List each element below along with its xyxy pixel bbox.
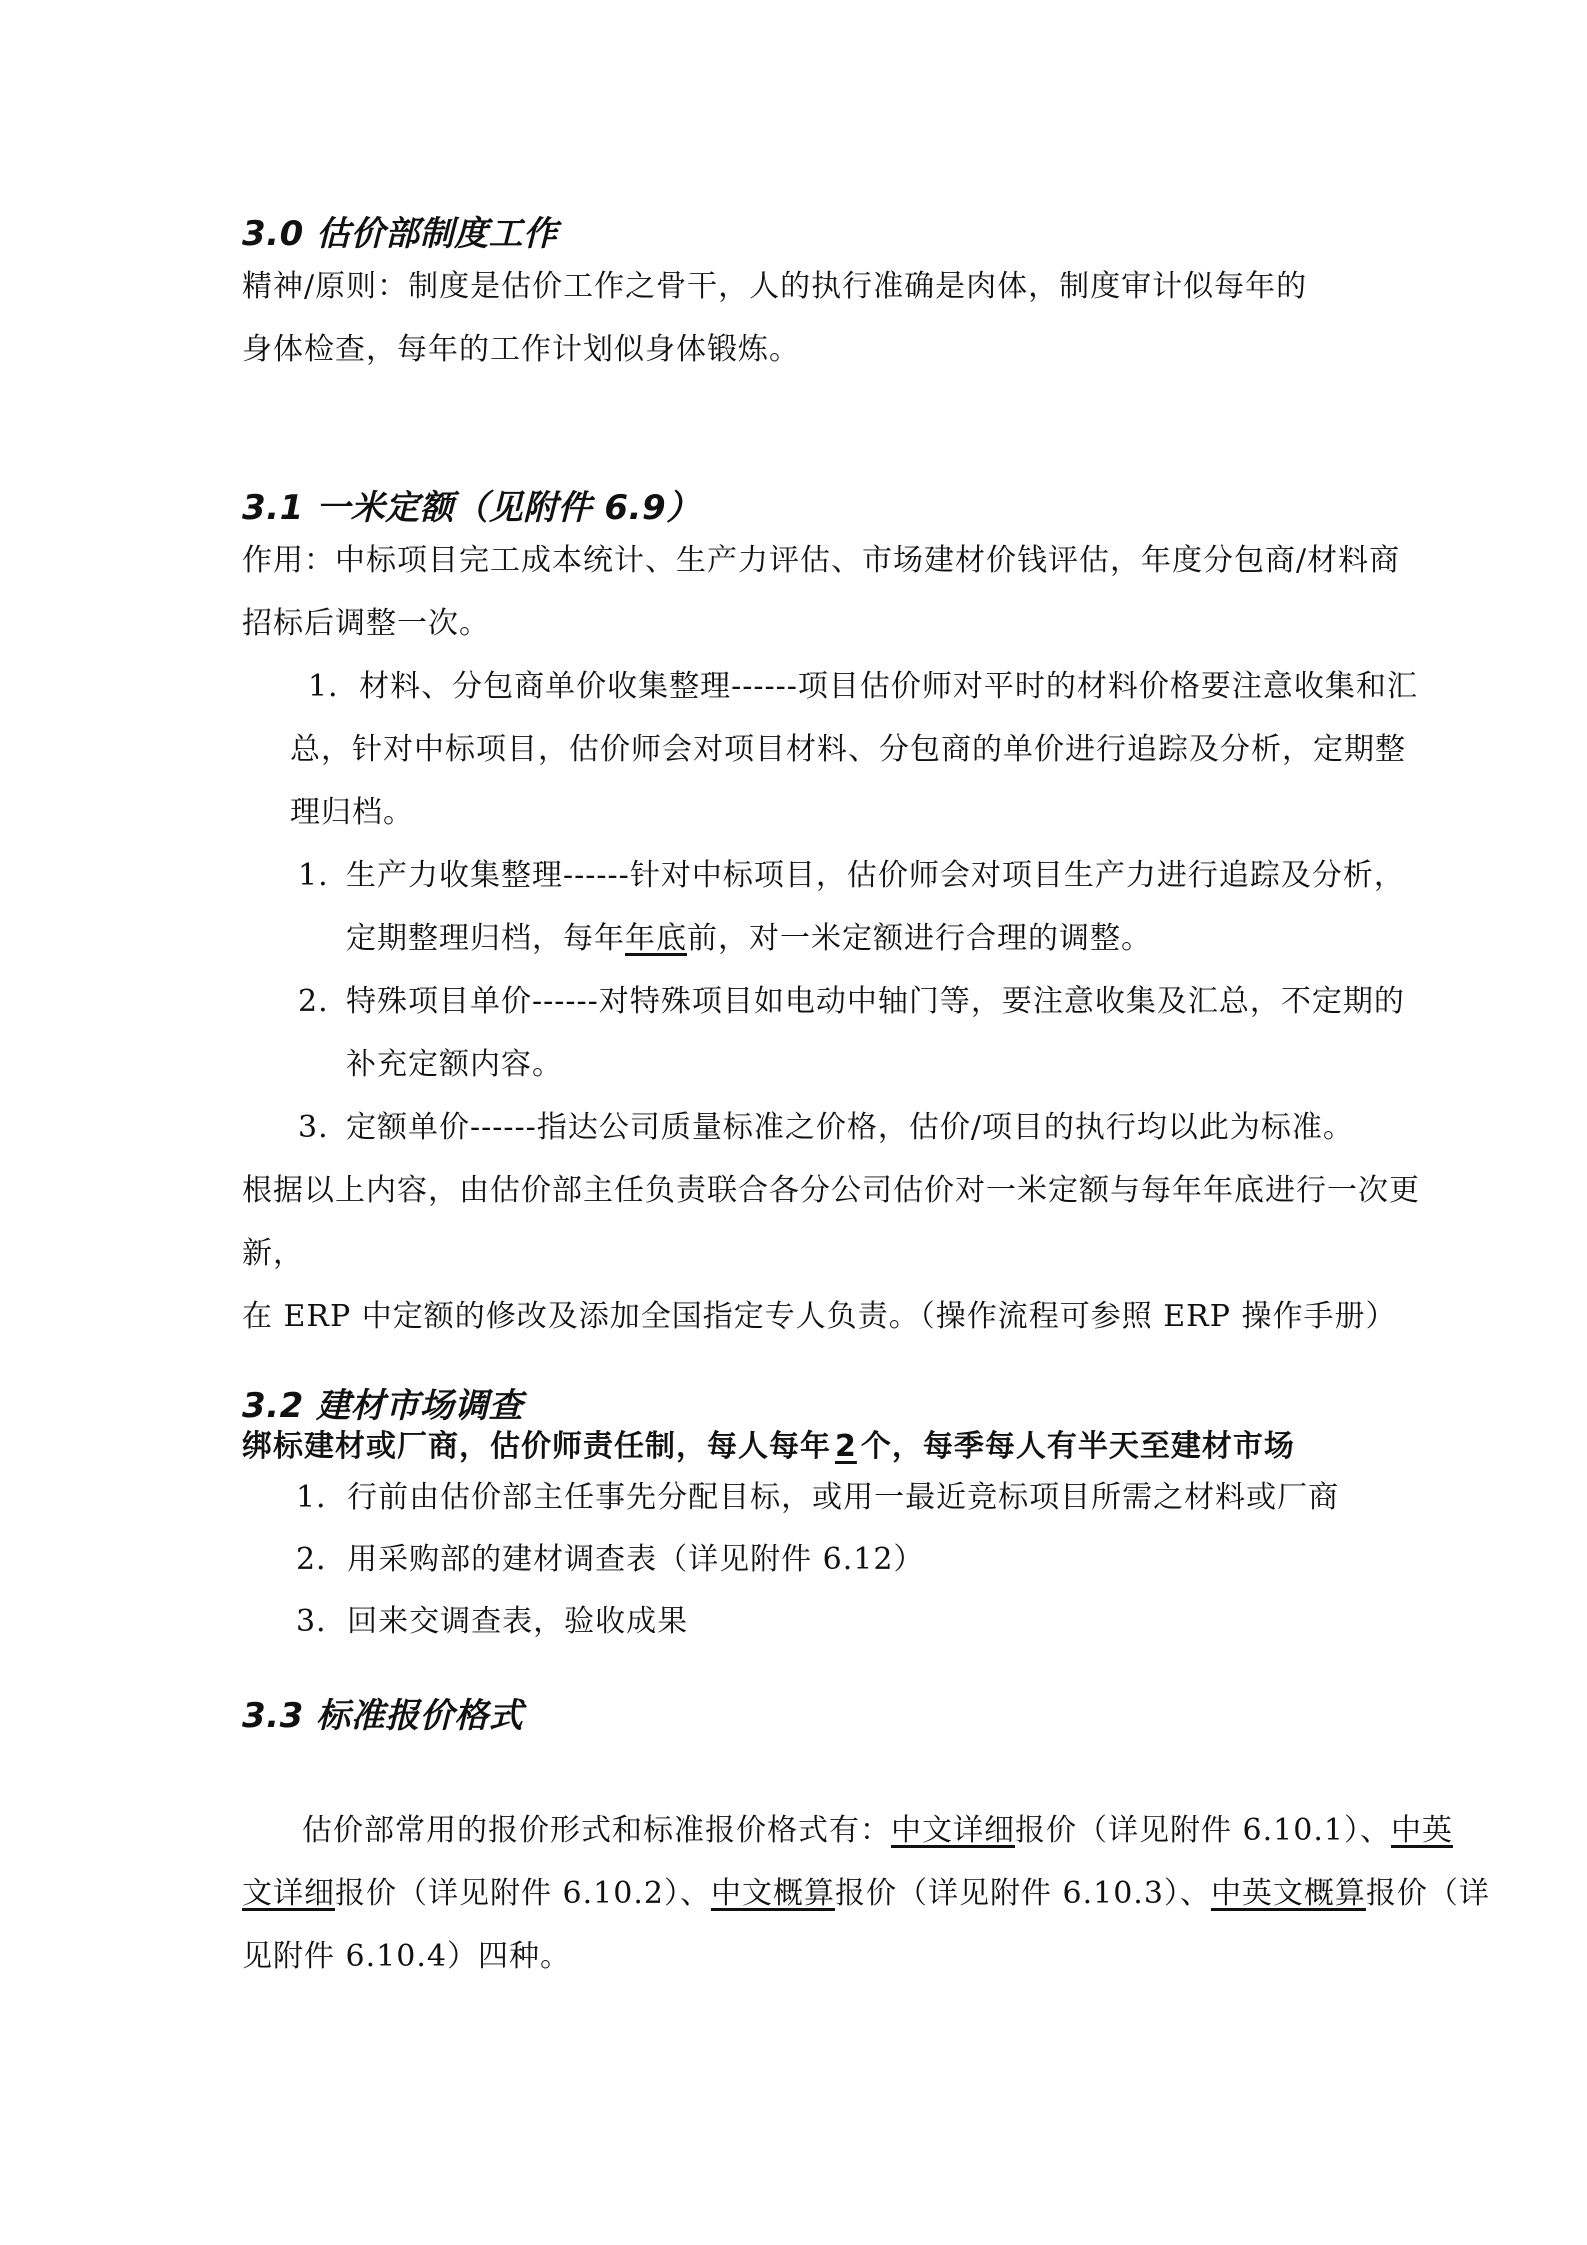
s33-line-2 — [242, 1876, 1490, 1911]
s33-l1-pre: 估价部常用的报价形式和标准报价格式有： — [302, 1813, 891, 1848]
s33-l2-mid2: 报价（详见附件 6.10.3）、 — [834, 1876, 1211, 1911]
s31-item1-line-1: 1．材料、分包商单价收集整理------项目估价师对平时的材料价格要注意收集和汇 — [308, 669, 1418, 704]
s31-item2-pre: 定期整理归档，每年 — [346, 921, 625, 956]
s32-list-item-3: 3．回来交调查表，验收成果 — [296, 1604, 689, 1639]
section-3-0-heading: 3.0 估价部制度工作 — [242, 214, 558, 254]
s31-erp-line: 在 ERP 中定额的修改及添加全国指定专人负责。（操作流程可参照 ERP 操作手册） — [242, 1299, 1397, 1334]
s31-item2-number: 1. — [298, 858, 329, 893]
section-3-2-heading: 3.2 建材市场调查 — [242, 1386, 524, 1426]
s33-l2-detailed: 文详细 — [242, 1876, 335, 1911]
s33-l2-zh-en-estimate: 中英文概算 — [1210, 1876, 1366, 1911]
s33-l1-zh-en: 中英 — [1390, 1813, 1453, 1848]
s31-item1-line-2: 总，针对中标项目，估价师会对项目材料、分包商的单价进行追踪及分析，定期整 — [290, 732, 1406, 767]
s32-list-item-1: 1．行前由估价部主任事先分配目标，或用一最近竞标项目所需之材料或厂商 — [296, 1480, 1340, 1515]
s33-l2-mid1: 报价（详见附件 6.10.2）、 — [335, 1876, 711, 1911]
s33-line-1 — [302, 1813, 1453, 1848]
s31-item2-line-2 — [346, 921, 1152, 956]
s32-bold-number: 2 — [835, 1429, 857, 1464]
s31-item2-post: 前，对一米定额进行合理的调整。 — [687, 921, 1152, 956]
s32-bold-post: 个，每季每人有半天至建材市场 — [860, 1429, 1295, 1464]
s31-item1-line-3: 理归档。 — [290, 795, 414, 830]
s33-l1-mid: 报价（详见附件 6.10.1）、 — [1015, 1813, 1391, 1848]
s31-item2-underlined: 年底 — [625, 921, 687, 956]
section-3-3-heading: 3.3 标准报价格式 — [242, 1696, 524, 1736]
s33-l2-post: 报价（详 — [1365, 1876, 1490, 1911]
s31-item3-number: 2. — [298, 984, 329, 1019]
s32-bold-pre: 绑标建材或厂商，估价师责任制，每人每年 — [242, 1429, 831, 1464]
s32-list-item-2: 2．用采购部的建材调查表（详见附件 6.12） — [296, 1542, 925, 1577]
s31-item4-line-1: 定额单价------指达公司质量标准之价格，估价/项目的执行均以此为标准。 — [346, 1110, 1354, 1145]
s33-line-3: 见附件 6.10.4）四种。 — [242, 1939, 571, 1974]
s33-l2-chinese-estimate: 中文概算 — [710, 1876, 835, 1911]
s31-summary-line-2: 新， — [242, 1236, 304, 1271]
s30-principle-line-1: 精神/原则：制度是估价工作之骨干，人的执行准确是肉体，制度审计似每年的 — [242, 269, 1308, 304]
s33-l1-chinese-detailed: 中文详细 — [891, 1813, 1015, 1848]
s31-item3-line-2: 补充定额内容。 — [346, 1047, 563, 1082]
s31-item4-number: 3. — [298, 1110, 329, 1145]
s32-bold-line — [242, 1429, 1295, 1464]
s30-principle-line-2: 身体检查，每年的工作计划似身体锻炼。 — [242, 332, 800, 367]
s31-item3-line-1: 特殊项目单价------对特殊项目如电动中轴门等，要注意收集及汇总，不定期的 — [346, 984, 1405, 1019]
s31-purpose-line-2: 招标后调整一次。 — [242, 606, 490, 641]
s31-item2-line-1: 生产力收集整理------针对中标项目，估价师会对项目生产力进行追踪及分析， — [346, 858, 1405, 893]
s31-purpose-line-1: 作用：中标项目完工成本统计、生产力评估、市场建材价钱评估，年度分包商/材料商 — [242, 543, 1401, 578]
s31-summary-line-1: 根据以上内容，由估价部主任负责联合各分公司估价对一米定额与每年年底进行一次更 — [242, 1173, 1420, 1208]
section-3-1-heading: 3.1 一米定额（见附件 6.9） — [242, 488, 701, 528]
